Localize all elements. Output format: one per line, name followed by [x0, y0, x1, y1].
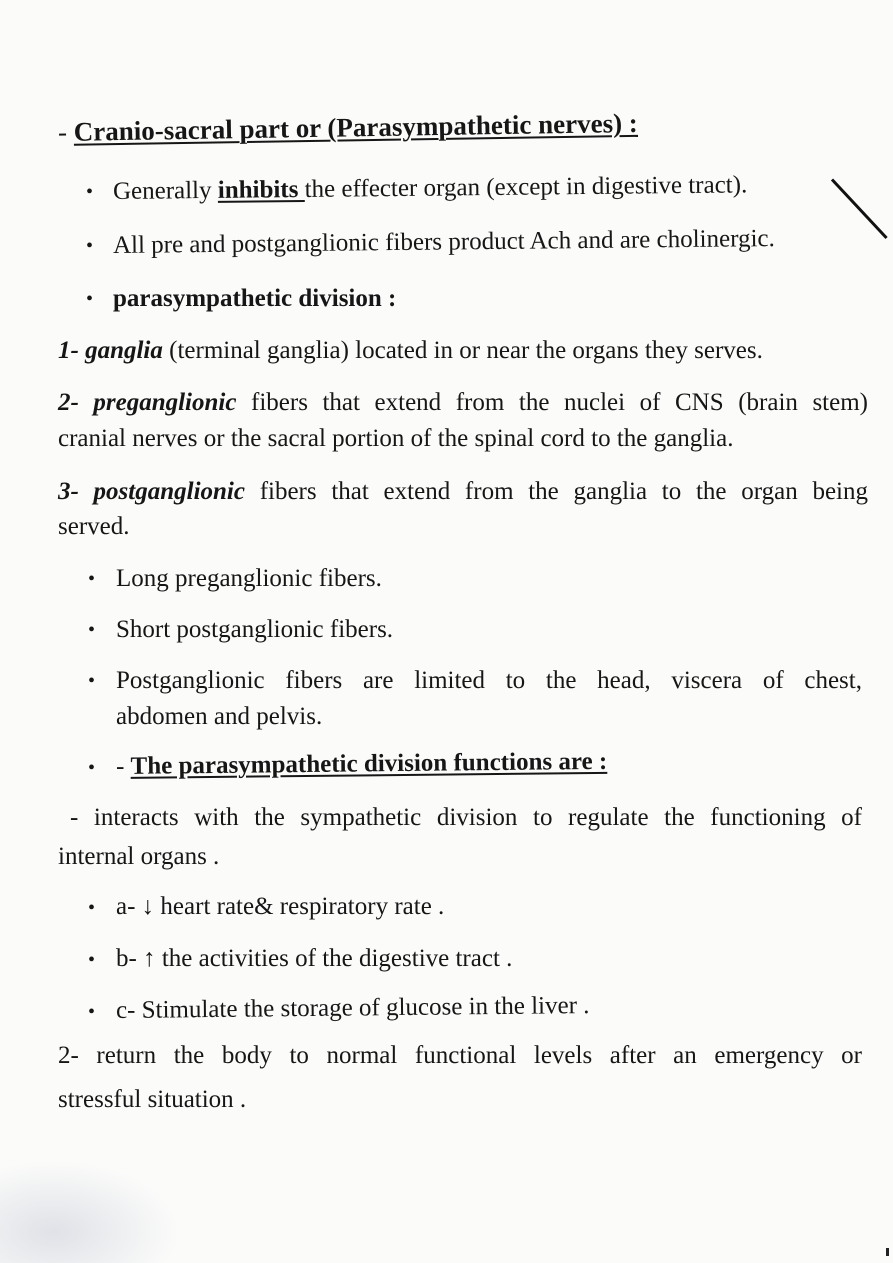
- function-1-line1: - interacts with the sympathetic division to regulate the functioning of: [70, 804, 862, 831]
- numbered-item-3-term: 3- postganglionic: [58, 478, 245, 505]
- function-bullet-a: a- ↓ heart rate& respiratory rate .: [116, 893, 445, 920]
- numbered-item-2-line2: cranial nerves or the sacral portion of the spinal cord to the ganglia.: [58, 425, 734, 452]
- intro-bullet-1-post: the effecter organ (except in digestive tract).: [304, 171, 748, 203]
- numbered-item-3-line1: [58, 477, 868, 507]
- edge-mark: [886, 1248, 889, 1256]
- scan-smudge: [0, 1160, 180, 1263]
- bullet-glyph: •: [88, 1001, 96, 1023]
- numbered-item-3-text: fibers that extend from the ganglia to the organ being: [244, 478, 868, 505]
- intro-bullet-1-bold: inhibits: [217, 175, 305, 204]
- bullet-glyph: •: [86, 288, 94, 310]
- heading-text: Cranio-sacral part or (Parasympathetic nerves) :: [73, 107, 639, 147]
- bullet-glyph: •: [88, 670, 96, 692]
- function-1-line2: internal organs .: [58, 843, 220, 870]
- intro-bullet-3-bold: parasympathetic division :: [113, 285, 397, 312]
- functions-heading-text: The parasympathetic division functions are :: [130, 747, 608, 780]
- function-bullet-b: b- ↑ the activities of the digestive tract .: [116, 945, 513, 972]
- function-2-line2: stressful situation .: [58, 1086, 247, 1113]
- bullet-glyph: •: [86, 181, 94, 203]
- bullet-glyph: •: [88, 949, 96, 971]
- function-bullet-c: c- Stimulate the storage of glucose in the liver .: [115, 992, 590, 1024]
- fiber-bullet-1: Long preganglionic fibers.: [116, 565, 382, 592]
- numbered-item-1-term: 1- ganglia: [58, 337, 163, 364]
- numbered-item-2-term: 2- preganglionic: [58, 389, 237, 416]
- section-heading: [58, 108, 638, 148]
- fiber-bullet-3-line2: abdomen and pelvis.: [116, 703, 323, 730]
- functions-heading: [116, 747, 608, 782]
- intro-bullet-3: [113, 284, 396, 314]
- fiber-bullet-2: Short postganglionic fibers.: [116, 616, 394, 643]
- bullet-glyph: •: [88, 757, 96, 779]
- numbered-item-2-line1: [58, 388, 868, 418]
- bullet-glyph: •: [88, 568, 96, 590]
- intro-bullet-1-pre: Generally: [112, 176, 218, 205]
- bullet-glyph: •: [86, 235, 94, 257]
- numbered-item-1-text: (terminal ganglia) located in or near the organs they serves.: [162, 337, 763, 364]
- bullet-glyph: •: [88, 619, 96, 641]
- functions-heading-dash: -: [115, 752, 131, 780]
- intro-bullet-2: All pre and postganglionic fibers product Ach and are cholinergic.: [112, 225, 775, 259]
- numbered-item-2-text: fibers that extend from the nuclei of CNS (brain stem): [236, 389, 868, 416]
- function-2-line1: 2- return the body to normal functional levels after an emergency or: [58, 1042, 862, 1069]
- intro-bullet-1: [113, 170, 748, 207]
- pen-stroke-mark: [831, 178, 888, 239]
- numbered-item-1: [58, 336, 763, 366]
- numbered-item-3-line2: served.: [58, 513, 130, 540]
- bullet-glyph: •: [88, 897, 96, 919]
- fiber-bullet-3-line1: Postganglionic fibers are limited to the head, viscera of chest,: [116, 667, 862, 694]
- heading-dash: -: [57, 116, 74, 147]
